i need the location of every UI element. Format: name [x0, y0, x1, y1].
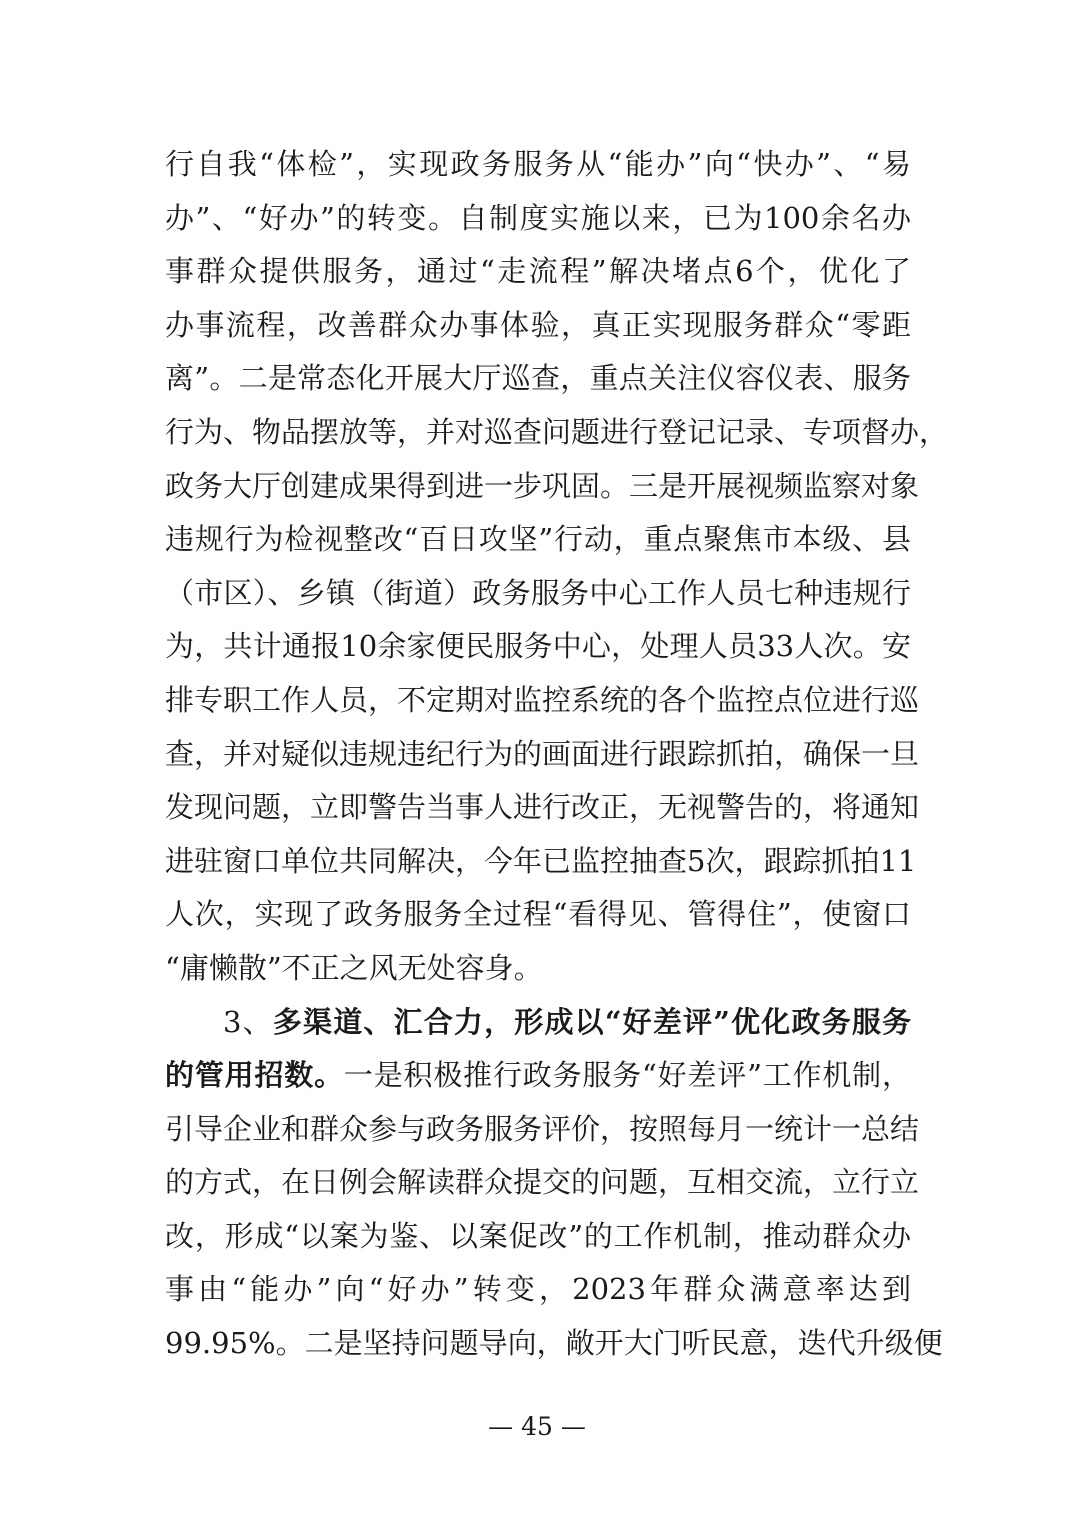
section-3-line-2-rest: 一是积极推行政务服务“好差评”工作机制， — [343, 1058, 911, 1093]
section-3-line-6: 事由“能办”向“好办”转变，2023年群众满意率达到 — [165, 1272, 911, 1307]
section-3-heading-line — [165, 996, 911, 1050]
section-3-number: 3、 — [223, 1004, 273, 1039]
text-line-4: 办事流程，改善群众办事体验，真正实现服务群众“零距 — [165, 307, 911, 342]
section-3-line-2 — [165, 1049, 911, 1103]
text-line-8: 违规行为检视整改“百日攻坚”行动，重点聚焦市本级、县 — [165, 522, 911, 557]
text-line-9: （市区）、乡镇（街道）政务服务中心工作人员七种违规行 — [165, 575, 911, 610]
section-3-line-5: 改，形成“以案为鉴、以案促改”的工作机制，推动群众办 — [165, 1218, 911, 1253]
page-number: — 45 — — [488, 1412, 586, 1441]
body-text — [165, 138, 949, 1371]
section-3-line-4: 的方式，在日例会解读群众提交的问题，互相交流，立行立 — [165, 1165, 920, 1200]
text-line-5: 离”。二是常态化开展大厅巡查，重点关注仪容仪表、服务 — [165, 361, 911, 396]
text-line-2: 办”、“好办”的转变。自制度实施以来，已为100余名办 — [165, 200, 911, 235]
section-3-heading-part1: 多渠道、汇合力，形成以“好差评”优化政务服务 — [272, 1004, 911, 1039]
section-3-line-3: 引导企业和群众参与政务服务评价，按照每月一统计一总结 — [165, 1111, 920, 1146]
text-line-10: 为，共计通报10余家便民服务中心，处理人员33人次。安 — [165, 629, 911, 664]
text-line-14: 进驻窗口单位共同解决，今年已监控抽查5次，跟踪抓拍11 — [165, 843, 917, 878]
text-line-16: “庸懒散”不正之风无处容身。 — [165, 950, 543, 985]
section-3-line-7: 99.95%。二是坚持问题导向，敞开大门听民意，迭代升级便 — [165, 1326, 943, 1361]
text-line-12: 查，并对疑似违规违纪行为的画面进行跟踪抓拍，确保一旦 — [165, 736, 920, 771]
text-line-6: 行为、物品摆放等，并对巡查问题进行登记记录、专项督办， — [165, 414, 949, 449]
text-line-15: 人次，实现了政务服务全过程“看得见、管得住”，使窗口 — [165, 897, 911, 932]
text-line-13: 发现问题，立即警告当事人进行改正，无视警告的，将通知 — [165, 790, 920, 825]
text-line-11: 排专职工作人员，不定期对监控系统的各个监控点位进行巡 — [165, 682, 920, 717]
text-line-3: 事群众提供服务，通过“走流程”解决堵点6个，优化了 — [165, 254, 911, 289]
section-3-heading-part2: 的管用招数。 — [165, 1058, 344, 1093]
text-line-1: 行自我“体检”，实现政务服务从“能办”向“快办”、“易 — [165, 147, 911, 181]
text-line-7: 政务大厅创建成果得到进一步巩固。三是开展视频监察对象 — [165, 468, 920, 503]
